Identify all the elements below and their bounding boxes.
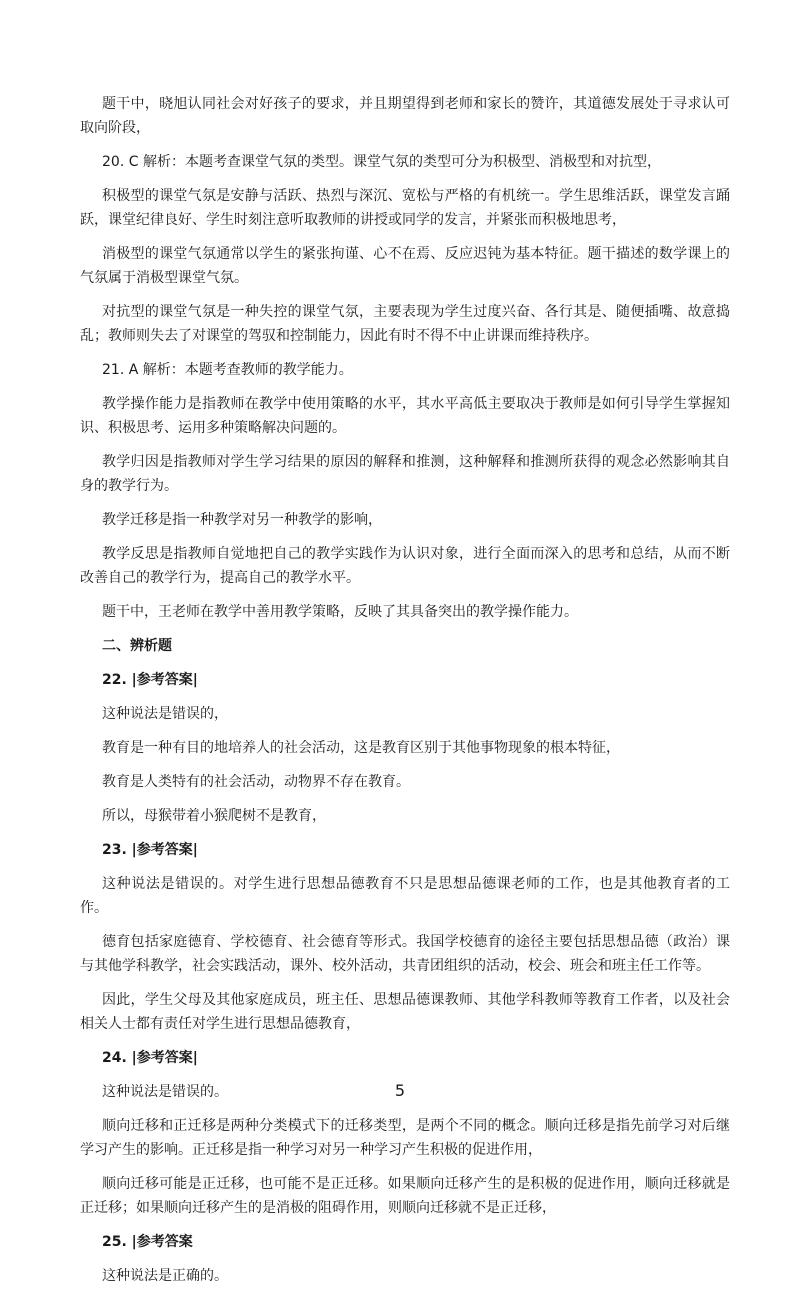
paragraph: 这种说法是错误的。	[102, 1084, 228, 1100]
paragraph: 这种说法是正确的。	[102, 1268, 228, 1284]
paragraph: 教育是人类特有的社会活动，动物界不存在教育。	[102, 774, 410, 790]
paragraph: 教学反思是指教师自觉地把自己的教学实践作为认识对象，进行全面而深入的思考和总结，从而不断改善自己的教学行为，提高自己的教学水平。	[80, 546, 730, 586]
paragraph: 因此，学生父母及其他家庭成员，班主任、思想品德课教师、其他学科教师等教育工作者，以及社会相关人士都有责任对学生进行思想品德教育，	[80, 992, 730, 1032]
section-heading: 25. |参考答案	[102, 1234, 193, 1250]
paragraph: 题干中，王老师在教学中善用教学策略，反映了其具备突出的教学操作能力。	[102, 604, 578, 620]
paragraph: 题干中，晓旭认同社会对好孩子的要求，并且期望得到老师和家长的赞许，其道德发展处于寻求认可取向阶段，	[80, 96, 730, 136]
paragraph: 21. A 解析：本题考查教师的教学能力。	[102, 362, 353, 378]
answer-body	[80, 92, 730, 1298]
paragraph: 积极型的课堂气氛是安静与活跃、热烈与深沉、宽松与严格的有机统一。学生思维活跃，课堂发言踊跃，课堂纪律良好、学生时刻注意听取教师的讲授或同学的发言，并紧张而积极地思考，	[80, 188, 730, 228]
paragraph: 这种说法是错误的，	[102, 706, 228, 722]
paragraph: 消极型的课堂气氛通常以学生的紧张拘谨、心不在焉、反应迟钝为基本特征。题干描述的数学课上的气氛属于消极型课堂气氛。	[80, 246, 730, 286]
section-heading: 23. |参考答案|	[102, 842, 198, 858]
page-number: 5	[394, 1081, 406, 1100]
section-heading: 二、辨析题	[102, 638, 172, 654]
paragraph: 教育是一种有目的地培养人的社会活动，这是教育区别于其他事物现象的根本特征，	[102, 740, 620, 756]
section-heading: 22. |参考答案|	[102, 672, 198, 688]
paragraph: 对抗型的课堂气氛是一种失控的课堂气氛，主要表现为学生过度兴奋、各行其是、随便插嘴、故意捣乱；教师则失去了对课堂的驾驭和控制能力，因此有时不得不中止讲课而维持秩序。	[80, 304, 730, 344]
paragraph: 教学归因是指教师对学生学习结果的原因的解释和推测，这种解释和推测所获得的观念必然影响其自身的教学行为。	[80, 454, 730, 494]
paragraph: 顺向迁移可能是正迁移，也可能不是正迁移。如果顺向迁移产生的是积极的促进作用，顺向迁移就是正迁移；如果顺向迁移产生的是消极的阻碍作用，则顺向迁移就不是正迁移，	[80, 1176, 730, 1216]
paragraph: 这种说法是错误的。对学生进行思想品德教育不只是思想品德课老师的工作，也是其他教育者的工作。	[80, 876, 730, 916]
paragraph: 教学操作能力是指教师在教学中使用策略的水平，其水平高低主要取决于教师是如何引导学生掌握知识、积极思考、运用多种策略解决问题的。	[80, 396, 730, 436]
section-heading: 24. |参考答案|	[102, 1050, 198, 1066]
paragraph: 20. C 解析：本题考查课堂气氛的类型。课堂气氛的类型可分为积极型、消极型和对抗型，	[102, 154, 661, 170]
paragraph: 德育包括家庭德育、学校德育、社会德育等形式。我国学校德育的途径主要包括思想品德（政治）课与其他学科教学，社会实践活动，课外、校外活动，共青团组织的活动，校会、班会和班主任工作等。	[80, 934, 730, 974]
paragraph: 教学迁移是指一种教学对另一种教学的影响，	[102, 512, 382, 528]
paragraph: 所以，母猴带着小猴爬树不是教育，	[102, 808, 326, 824]
paragraph: 顺向迁移和正迁移是两种分类模式下的迁移类型，是两个不同的概念。顺向迁移是指先前学习对后继学习产生的影响。正迁移是指一种学习对另一种学习产生积极的促进作用，	[80, 1118, 730, 1158]
